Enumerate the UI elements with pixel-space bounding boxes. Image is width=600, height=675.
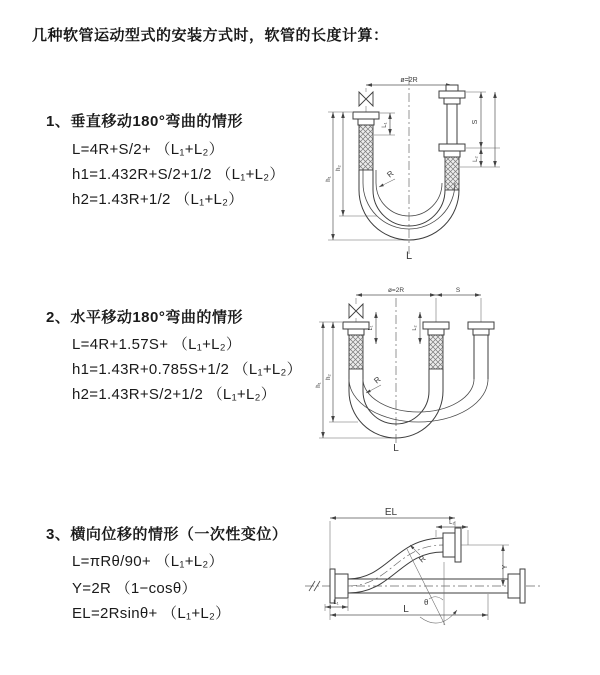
dim-el-label: EL [384, 507, 398, 518]
diagram-1-drawing [313, 64, 598, 264]
section-1-heading: 1、垂直移动180°弯曲的情形 [46, 113, 243, 130]
formula-line: h2=1.43R+1/2 （L₁+L₂） [72, 191, 244, 208]
right-flange-upper [439, 85, 465, 104]
section-3-heading: 3、横向位移的情形（一次性变位） [46, 526, 288, 543]
dim-l1-label: L₁ [333, 600, 339, 606]
dim-diameter-label: ø=2R [387, 287, 405, 294]
dim-l1-label: L₁ [368, 325, 374, 331]
formula-line: Y=2R （1−cosθ） [72, 580, 197, 597]
dim-h2-label: h₂ [336, 165, 342, 171]
formula-line: h1=1.432R+S/2+1/2 （L₁+L₂） [72, 166, 285, 183]
hose-curved [348, 538, 443, 593]
diagram-3-drawing [303, 503, 548, 663]
dim-l-label: L [403, 604, 409, 615]
radius-label: R [372, 374, 383, 386]
formula-line: L=πRθ/90+ （L₁+L₂） [72, 553, 224, 570]
formula-line: EL=2Rsinθ+ （L₁+L₂） [72, 605, 231, 622]
left-flange [343, 322, 369, 335]
braided-hose [349, 335, 363, 369]
dim-l2-label: L₂ [449, 520, 455, 526]
braided-hose [445, 157, 459, 190]
section-2-heading: 2、水平移动180°弯曲的情形 [46, 309, 243, 326]
dim-s-label: S [455, 287, 461, 294]
dim-s-label: S [472, 119, 479, 125]
right-flange [508, 569, 525, 603]
length-label: L [393, 443, 399, 454]
dim-l1-label: L₁ [382, 122, 388, 128]
valve-icon [359, 92, 373, 106]
valve-icon [349, 304, 363, 318]
radius-label: R [417, 553, 428, 565]
braided-hose [359, 125, 373, 170]
formula-line: h2=1.43R+S/2+1/2 （L₁+L₂） [72, 386, 277, 403]
dim-l2-label: L₂ [473, 156, 479, 162]
page-title: 几种软管运动型式的安装方式时，软管的长度计算： [32, 27, 389, 44]
diagram-2-drawing [278, 282, 513, 457]
dim-h2-label: h₂ [326, 374, 332, 380]
middle-flange [423, 322, 449, 335]
hose-bend [349, 369, 488, 438]
formula-line: h1=1.43R+0.785S+1/2 （L₁+L₂） [72, 361, 302, 378]
dim-diameter-label: ø=2R [400, 77, 418, 84]
angle-construction [407, 549, 457, 625]
length-label: L [405, 250, 413, 262]
right-flange-lower [439, 144, 465, 157]
dim-h1-label: h₁ [326, 176, 332, 182]
formula-line: L=4R+S/2+ （L₁+L₂） [72, 141, 224, 158]
dim-y-label: Y [502, 564, 509, 570]
dim-h1-label: h₁ [316, 382, 322, 388]
left-flange [353, 112, 379, 125]
braided-hose [429, 335, 443, 369]
right-flange [468, 322, 494, 335]
left-flange [330, 569, 348, 603]
radius-label: R [385, 168, 396, 180]
theta-label: θ [424, 598, 429, 607]
raised-flange [443, 528, 461, 562]
formula-line: L=4R+1.57S+ （L₁+L₂） [72, 336, 242, 353]
dim-l2-label: L₂ [412, 325, 418, 331]
